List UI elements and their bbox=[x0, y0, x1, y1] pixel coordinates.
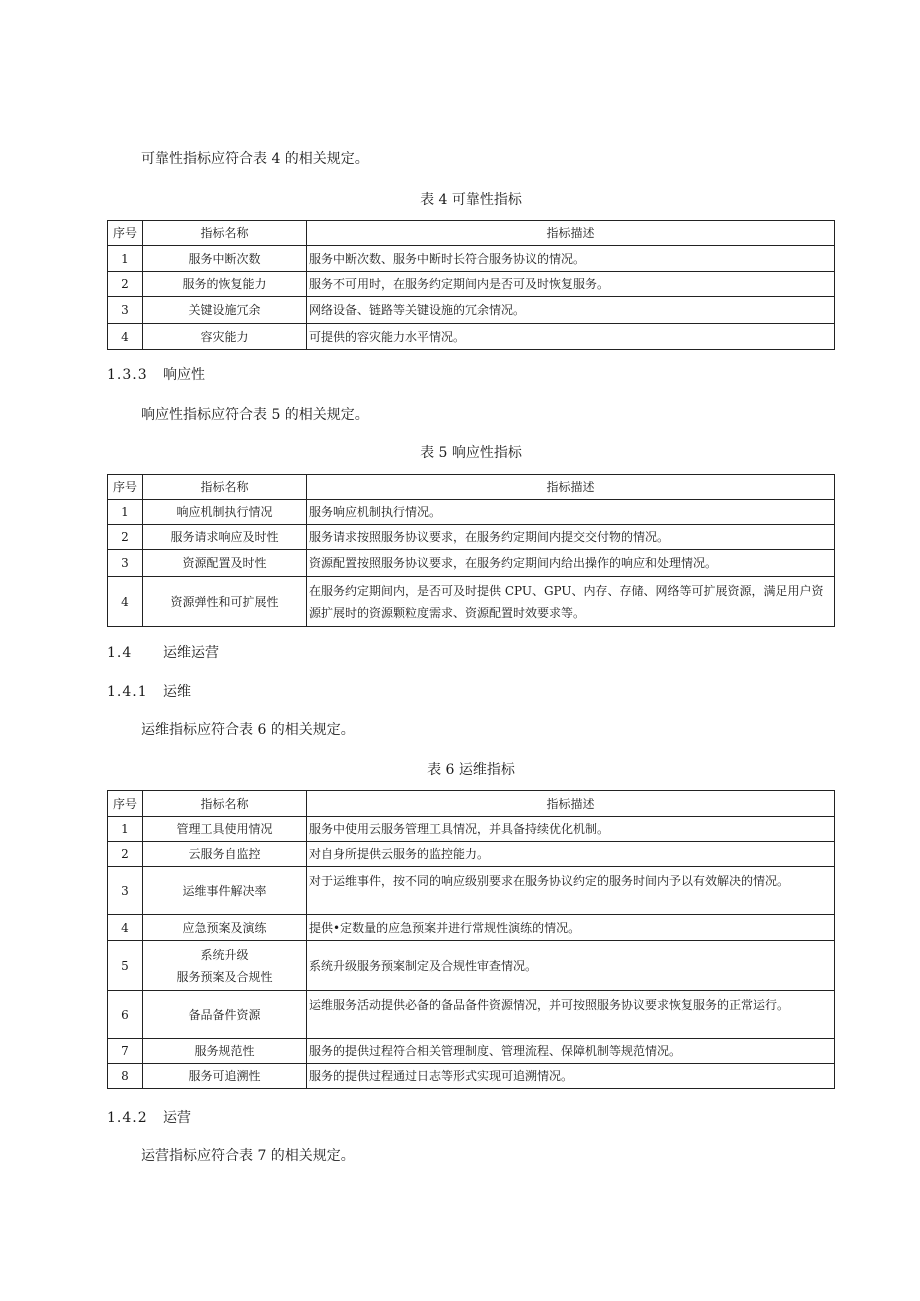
table-row bbox=[108, 500, 835, 525]
table-row bbox=[108, 297, 835, 324]
table-row bbox=[108, 246, 835, 272]
row-name: 备品备件资源 bbox=[143, 991, 307, 1039]
row-description: 对于运维事件，按不同的响应级别要求在服务协议约定的服务时间内予以有效解决的情况。 bbox=[307, 867, 835, 915]
row-description: 对自身所提供云服务的监控能力。 bbox=[307, 842, 835, 867]
paragraph-operation-intro: 运营指标应符合表 7 的相关规定。 bbox=[141, 1148, 355, 1164]
section-title: 运维 bbox=[163, 684, 191, 700]
row-description: 服务响应机制执行情况。 bbox=[307, 500, 835, 525]
row-description: 在服务约定期间内，是否可及时提供 CPU、GPU、内存、存储、网络等可扩展资源，满足用户资源扩展时的资源颗粒度需求、资源配置时效要求等。 bbox=[307, 577, 835, 627]
row-name: 服务可追溯性 bbox=[143, 1064, 307, 1089]
row-description: 服务中使用云服务管理工具情况，并具备持续优化机制。 bbox=[307, 817, 835, 842]
table-row bbox=[108, 324, 835, 350]
row-name: 服务规范性 bbox=[143, 1039, 307, 1064]
table-row bbox=[108, 991, 835, 1039]
table-row bbox=[108, 867, 835, 915]
row-name: 应急预案及演练 bbox=[143, 915, 307, 941]
table-row bbox=[108, 272, 835, 297]
row-index: 4 bbox=[108, 915, 143, 941]
header-index: 序号 bbox=[108, 791, 143, 817]
table-row bbox=[108, 915, 835, 941]
row-name: 关键设施冗余 bbox=[143, 297, 307, 324]
table-row bbox=[108, 817, 835, 842]
section-heading-1-4-2 bbox=[107, 1107, 191, 1127]
row-name: 云服务自监控 bbox=[143, 842, 307, 867]
row-description: 资源配置按照服务协议要求，在服务约定期间内给出操作的响应和处理情况。 bbox=[307, 550, 835, 577]
row-index: 5 bbox=[108, 941, 143, 991]
row-index: 2 bbox=[108, 525, 143, 550]
header-name: 指标名称 bbox=[143, 221, 307, 246]
table-4-reliability bbox=[107, 220, 835, 350]
table-row bbox=[108, 550, 835, 577]
row-description: 服务中断次数、服务中断时长符合服务协议的情况。 bbox=[307, 246, 835, 272]
header-index: 序号 bbox=[108, 475, 143, 500]
row-name: 管理工具使用情况 bbox=[143, 817, 307, 842]
row-description: 系统升级服务预案制定及合规性审查情况。 bbox=[307, 941, 835, 991]
section-title: 运营 bbox=[163, 1110, 191, 1126]
header-index: 序号 bbox=[108, 221, 143, 246]
row-index: 4 bbox=[108, 577, 143, 627]
header-description: 指标描述 bbox=[307, 475, 835, 500]
row-index: 6 bbox=[108, 991, 143, 1039]
row-index: 3 bbox=[108, 297, 143, 324]
section-heading-1-3-3 bbox=[107, 364, 205, 384]
table-row bbox=[108, 1064, 835, 1089]
table-header-row bbox=[108, 791, 835, 817]
table-header-row bbox=[108, 475, 835, 500]
row-name-line-1: 系统升级 bbox=[200, 947, 249, 962]
row-description: 服务请求按照服务协议要求，在服务约定期间内提交交付物的情况。 bbox=[307, 525, 835, 550]
header-description: 指标描述 bbox=[307, 221, 835, 246]
row-index: 4 bbox=[108, 324, 143, 350]
row-name: 服务的恢复能力 bbox=[143, 272, 307, 297]
row-index: 1 bbox=[108, 817, 143, 842]
row-index: 8 bbox=[108, 1064, 143, 1089]
row-index: 7 bbox=[108, 1039, 143, 1064]
section-number: 1.3.3 bbox=[107, 367, 148, 383]
row-index: 2 bbox=[108, 842, 143, 867]
row-description: 提供•定数量的应急预案并进行常规性演练的情况。 bbox=[307, 915, 835, 941]
table-row bbox=[108, 1039, 835, 1064]
paragraph-responsiveness-intro: 响应性指标应符合表 5 的相关规定。 bbox=[141, 407, 369, 423]
row-index: 1 bbox=[108, 246, 143, 272]
row-description: 网络设备、链路等关键设施的冗余情况。 bbox=[307, 297, 835, 324]
row-description: 可提供的容灾能力水平情况。 bbox=[307, 324, 835, 350]
row-description: 服务的提供过程符合相关管理制度、管理流程、保障机制等规范情况。 bbox=[307, 1039, 835, 1064]
row-name: 容灾能力 bbox=[143, 324, 307, 350]
table-5-responsiveness bbox=[107, 474, 835, 627]
section-title: 运维运营 bbox=[163, 645, 219, 661]
header-description: 指标描述 bbox=[307, 791, 835, 817]
table-row bbox=[108, 577, 835, 627]
row-name: 运维事件解决率 bbox=[143, 867, 307, 915]
table-4-caption: 表 4 可靠性指标 bbox=[420, 192, 522, 208]
section-number: 1.4.2 bbox=[107, 1110, 148, 1126]
row-name-line-2: 服务预案及合规性 bbox=[176, 969, 273, 984]
table-row bbox=[108, 525, 835, 550]
row-name: 响应机制执行情况 bbox=[143, 500, 307, 525]
table-6-operations bbox=[107, 790, 835, 1089]
row-description: 服务不可用时，在服务约定期间内是否可及时恢复服务。 bbox=[307, 272, 835, 297]
table-6-caption: 表 6 运维指标 bbox=[427, 762, 515, 778]
row-index: 3 bbox=[108, 550, 143, 577]
row-name: 资源弹性和可扩展性 bbox=[143, 577, 307, 627]
section-number: 1.4.1 bbox=[107, 684, 148, 700]
row-index: 3 bbox=[108, 867, 143, 915]
section-heading-1-4 bbox=[107, 642, 219, 662]
row-index: 2 bbox=[108, 272, 143, 297]
row-index: 1 bbox=[108, 500, 143, 525]
paragraph-operations-intro: 运维指标应符合表 6 的相关规定。 bbox=[141, 722, 355, 738]
table-5-caption: 表 5 响应性指标 bbox=[420, 445, 522, 461]
row-name: 服务中断次数 bbox=[143, 246, 307, 272]
table-row bbox=[108, 842, 835, 867]
section-heading-1-4-1 bbox=[107, 681, 191, 701]
table-header-row bbox=[108, 221, 835, 246]
row-name: 资源配置及时性 bbox=[143, 550, 307, 577]
row-description: 运维服务活动提供必备的备品备件资源情况，并可按照服务协议要求恢复服务的正常运行。 bbox=[307, 991, 835, 1039]
row-description: 服务的提供过程通过日志等形式实现可追溯情况。 bbox=[307, 1064, 835, 1089]
row-name: 服务请求响应及时性 bbox=[143, 525, 307, 550]
paragraph-reliability-intro: 可靠性指标应符合表 4 的相关规定。 bbox=[141, 151, 369, 167]
row-name bbox=[143, 941, 307, 991]
table-row bbox=[108, 941, 835, 991]
header-name: 指标名称 bbox=[143, 475, 307, 500]
section-title: 响应性 bbox=[163, 367, 205, 383]
section-number: 1.4 bbox=[107, 645, 133, 661]
header-name: 指标名称 bbox=[143, 791, 307, 817]
